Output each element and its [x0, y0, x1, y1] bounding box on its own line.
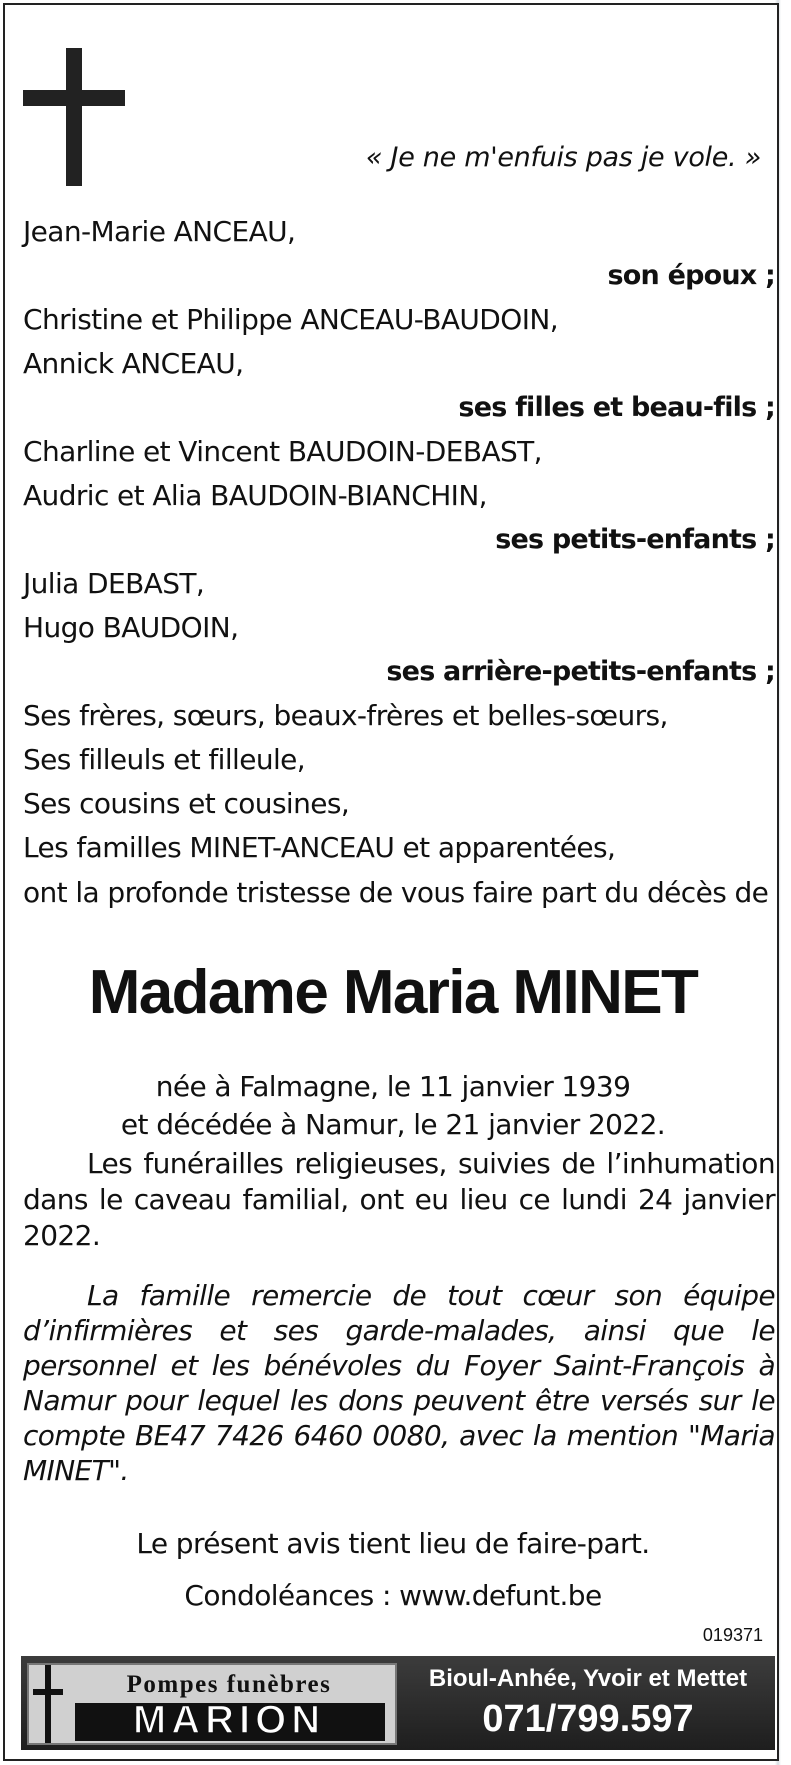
family-name: Charline et Vincent BAUDOIN-DEBAST, [23, 435, 542, 468]
family-relation: ses petits-enfants ; [495, 524, 775, 555]
life-dates [5, 1068, 781, 1144]
deceased-name: Madame Maria MINET [88, 958, 698, 1027]
other-relatives: Les familles MINET-ANCEAU et apparentées, [23, 831, 616, 864]
other-relatives: Ses frères, sœurs, beaux-frères et belles-sœurs, [23, 699, 668, 732]
cross-icon [66, 48, 82, 186]
logo-name: MARION [132, 1698, 326, 1742]
funeral-paragraph: Les funérailles religieuses, suivies de l’inhumation dans le caveau familial, ont eu lieu ce lundi 24 janvier 2022. [23, 1147, 775, 1252]
funeral-home-phone: 071/799.597 [482, 1698, 694, 1740]
other-relatives: Ses filleuls et filleule, [23, 743, 306, 776]
family-name: Audric et Alia BAUDOIN-BIANCHIN, [23, 479, 487, 512]
announcement-text: ont la profonde tristesse de vous faire part du décès de [23, 876, 769, 909]
funeral-home-locations: Bioul-Anhée, Yvoir et Mettet [428, 1665, 748, 1692]
funeral-home-logo [27, 1663, 397, 1745]
condolences-line: Condoléances : www.defunt.be [184, 1579, 602, 1612]
epigraph-quote: « Je ne m'enfuis pas je vole. » [365, 142, 761, 173]
notice-statement: Le présent avis tient lieu de faire-part. [136, 1527, 650, 1560]
thanks-paragraph: La famille remercie de tout cœur son équipe d’infirmières et ses garde-malades, ainsi que le personnel et les bénévoles du Foyer Saint-François à Namur pour lequel les dons peuvent être versés sur le compte BE47 7426 6460 0080, avec la mention "Maria MINET". [23, 1279, 775, 1487]
other-relatives: Ses cousins et cousines, [23, 787, 350, 820]
logo-cross-icon [45, 1665, 51, 1743]
family-relation: ses filles et beau-fils ; [458, 392, 775, 423]
closing-lines [5, 1518, 781, 1622]
birth-line: née à Falmagne, le 11 janvier 1939 [155, 1070, 631, 1103]
family-relation: son époux ; [607, 260, 775, 291]
family-list [23, 210, 775, 910]
obituary-notice [3, 3, 779, 1761]
logo-tagline: Pompes funèbres [126, 1671, 332, 1698]
family-relation: ses arrière-petits-enfants ; [386, 656, 775, 687]
death-line: et décédée à Namur, le 21 janvier 2022. [120, 1108, 666, 1141]
family-name: Annick ANCEAU, [23, 347, 244, 380]
family-name: Hugo BAUDOIN, [23, 611, 239, 644]
funeral-home-banner [21, 1656, 775, 1750]
cross-icon-bar [23, 90, 125, 106]
reference-number: 019371 [702, 1625, 763, 1645]
family-name: Jean-Marie ANCEAU, [23, 215, 296, 248]
logo-cross-bar [33, 1689, 63, 1695]
family-name: Christine et Philippe ANCEAU-BAUDOIN, [23, 303, 559, 336]
family-name: Julia DEBAST, [23, 567, 205, 600]
